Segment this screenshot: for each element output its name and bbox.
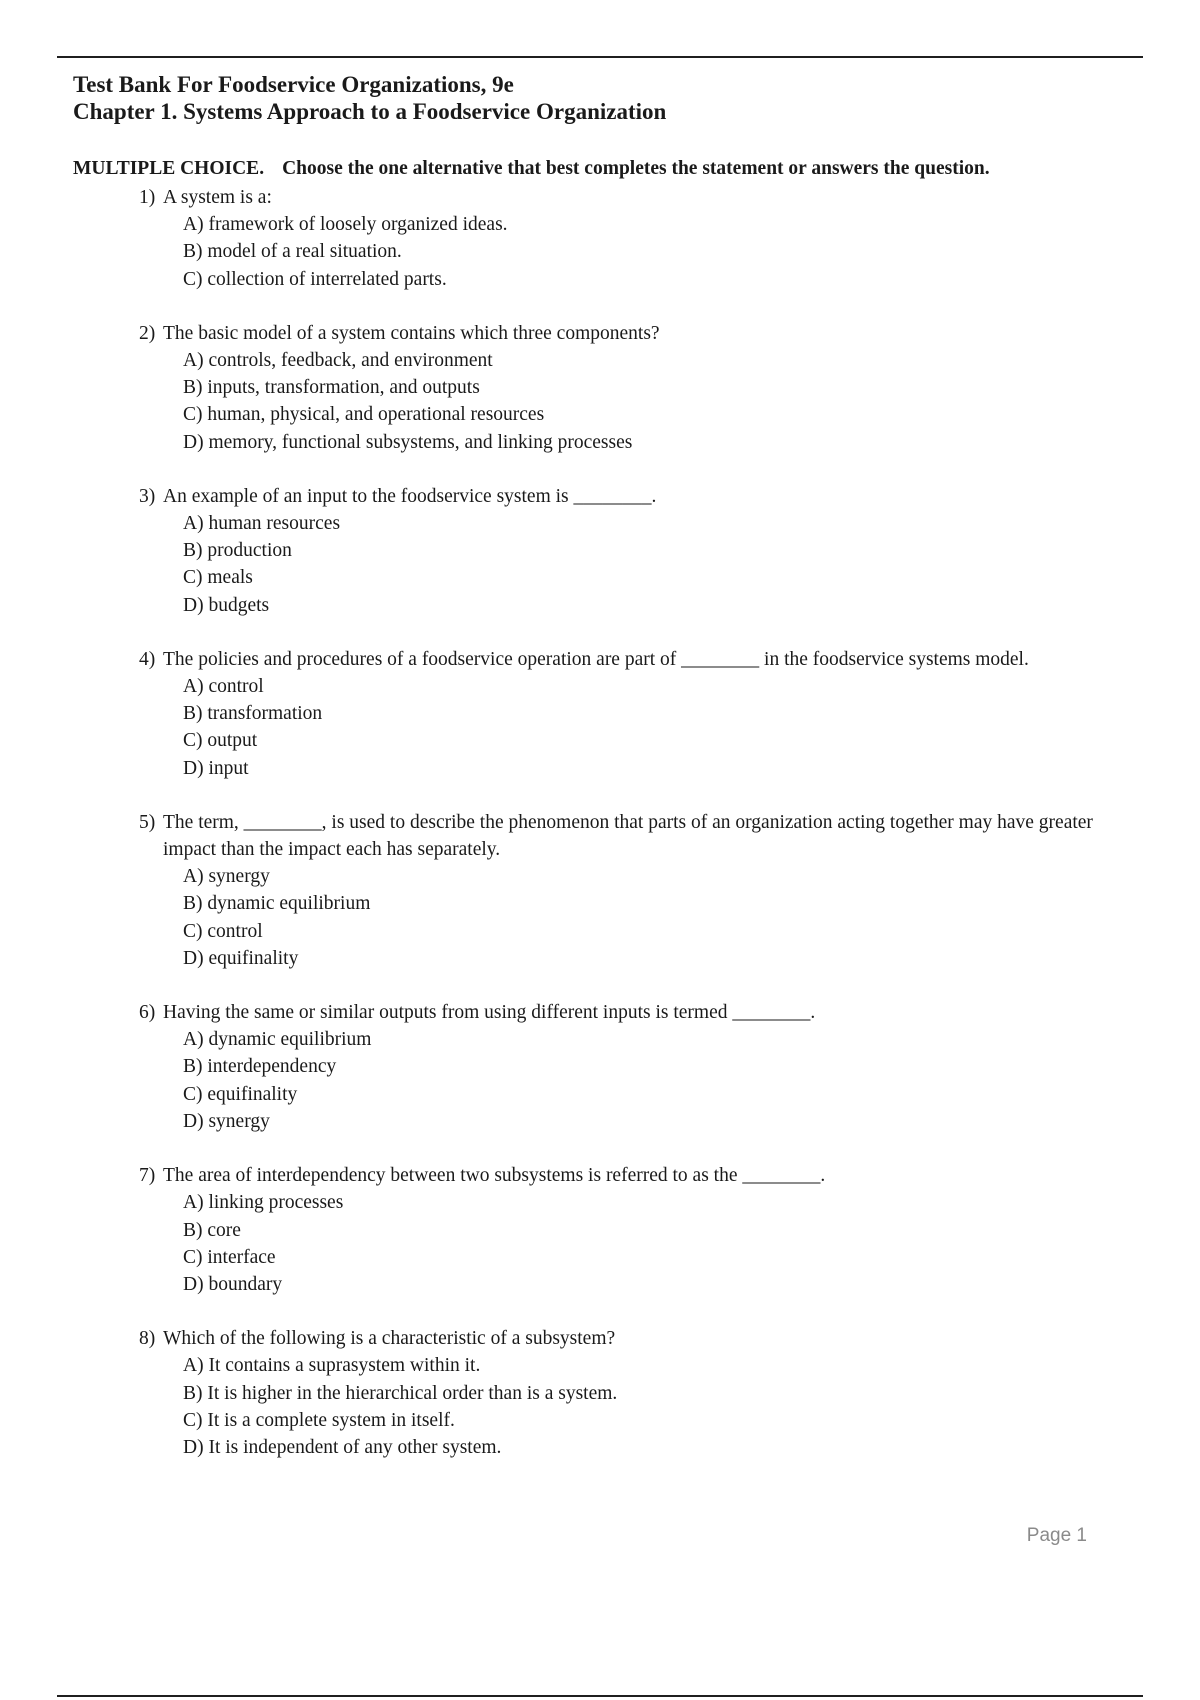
answer-option: D) boundary [183,1273,283,1295]
answer-option: A) synergy [183,866,270,888]
question-number: 7) [139,1165,156,1187]
top-rule [57,56,1143,58]
question-stem [139,999,1119,1026]
question-text: An example of an input to the foodservice system is ________. [163,485,657,507]
chapter-title: Chapter 1. Systems Approach to a Foodservice Organization [73,99,667,124]
answer-option: A) dynamic equilibrium [183,1029,372,1051]
question-stem [139,1162,1119,1189]
answer-option: B) interdependency [183,1056,337,1078]
instructions-text: Choose the one alternative that best completes the statement or answers the question. [282,158,990,179]
answer-option: A) framework of loosely organized ideas. [183,214,508,236]
question-stem [139,646,1119,673]
answer-options [139,673,1119,782]
question-text: Which of the following is a characteristic of a subsystem? [163,1328,616,1350]
answer-option: D) budgets [183,594,270,616]
answer-options [139,510,1119,619]
answer-option: C) output [183,730,258,752]
question-text: The basic model of a system contains which three components? [163,322,660,344]
answer-options [139,211,1119,293]
question-text: The policies and procedures of a foodservice operation are part of ________ in the foodservice systems model. [163,648,1029,670]
section-label: MULTIPLE CHOICE. [73,158,265,179]
question-item [139,483,1119,619]
question-item [139,809,1119,972]
answer-option: B) model of a real situation. [183,241,402,263]
question-number: 6) [139,1002,156,1024]
question-stem [139,184,1119,211]
question-number: 8) [139,1328,156,1350]
answer-option: B) It is higher in the hierarchical order than is a system. [183,1382,618,1404]
answer-option: B) production [183,540,292,562]
answer-option: B) transformation [183,703,323,725]
question-number: 2) [139,322,156,344]
question-text: The term, ________, is used to describe the phenomenon that parts of an organization acting together may have greater impact than the impact each has separately. [163,811,1093,861]
answer-option: C) meals [183,567,253,589]
answer-options [139,1352,1119,1461]
answer-option: A) human resources [183,513,341,535]
page-number: Page 1 [1026,1525,1087,1546]
question-text: A system is a: [163,187,272,208]
question-item [139,184,1119,293]
answer-option: D) input [183,757,249,779]
question-number: 3) [139,485,156,507]
answer-options [139,1189,1119,1298]
question-stem [139,1325,1119,1352]
answer-option: A) controls, feedback, and environment [183,350,493,372]
answer-options [139,347,1119,456]
answer-option: C) interface [183,1246,276,1268]
answer-options [139,1026,1119,1135]
bottom-rule [57,1695,1143,1697]
answer-option: C) equifinality [183,1083,298,1105]
answer-option: C) It is a complete system in itself. [183,1409,455,1431]
question-item [139,999,1119,1135]
question-number: 1) [139,187,156,208]
answer-option: D) equifinality [183,947,299,969]
question-list [139,184,1119,1488]
question-item [139,1325,1119,1461]
answer-option: D) memory, functional subsystems, and linking processes [183,431,633,453]
question-text: Having the same or similar outputs from using different inputs is termed ________. [163,1002,816,1024]
answer-options [139,863,1119,972]
section-instructions [73,157,1153,181]
document-title: Test Bank For Foodservice Organizations, 9e [73,72,514,97]
answer-option: B) core [183,1219,241,1241]
question-stem [139,320,1119,347]
question-stem [139,483,1119,510]
answer-option: C) control [183,920,263,942]
answer-option: A) linking processes [183,1192,344,1214]
question-number: 4) [139,648,156,670]
answer-option: B) dynamic equilibrium [183,893,371,915]
document-header [73,71,1133,125]
question-item [139,320,1119,456]
question-text: The area of interdependency between two subsystems is referred to as the ________. [163,1165,826,1187]
answer-option: B) inputs, transformation, and outputs [183,377,480,399]
question-number: 5) [139,811,156,833]
question-stem [139,809,1119,863]
answer-option: D) It is independent of any other system. [183,1436,502,1458]
question-item [139,646,1119,782]
answer-option: C) collection of interrelated parts. [183,268,447,290]
answer-option: D) synergy [183,1110,270,1132]
answer-option: A) control [183,676,264,698]
answer-option: A) It contains a suprasystem within it. [183,1355,481,1377]
question-item [139,1162,1119,1298]
answer-option: C) human, physical, and operational resources [183,404,545,426]
